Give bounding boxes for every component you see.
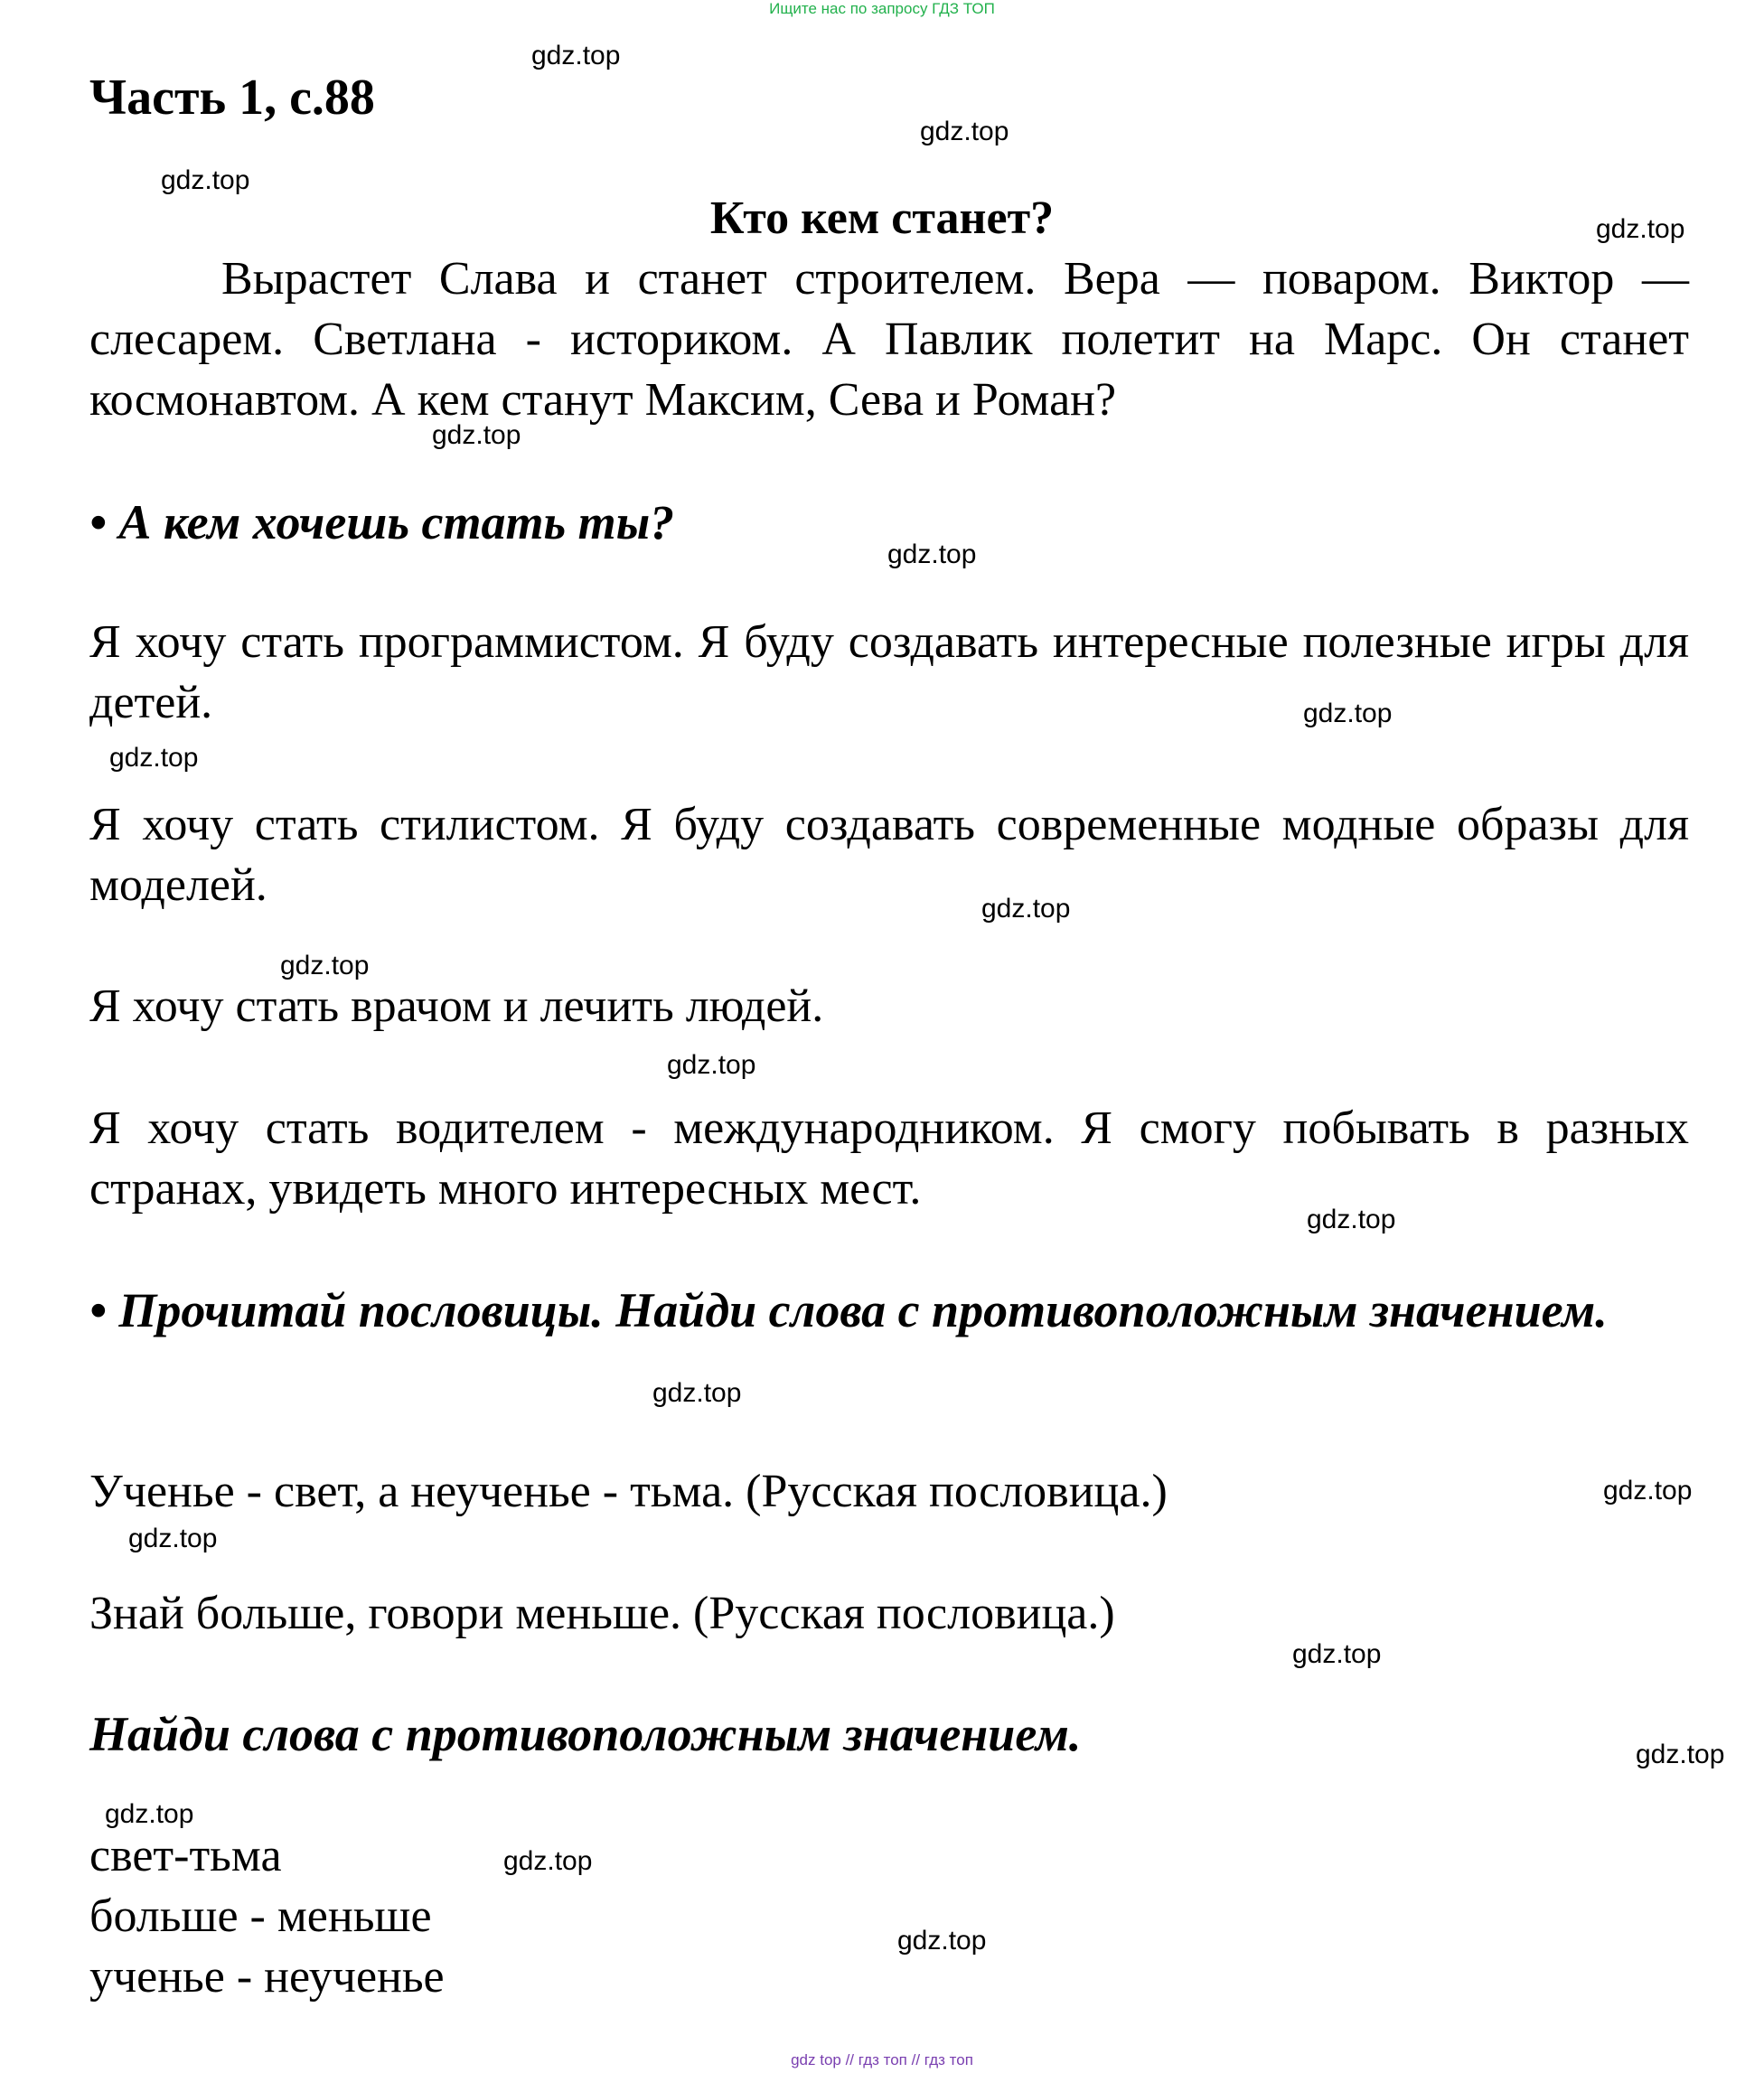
answer-paragraph: Я хочу стать водителем - международником. Я смогу побывать в разных странах, увидеть много интересных мест. <box>89 1102 1689 1215</box>
proverb: Знай больше, говори меньше. (Русская пословица.) <box>89 1588 1115 1639</box>
task-question: • Прочитай пословицы. Найди слова с противоположным значением. <box>89 1283 1608 1337</box>
answer-paragraph: Я хочу стать стилистом. Я буду создавать современные модные образы для моделей. <box>89 799 1689 911</box>
word-pair: свет-тьма <box>89 1830 282 1881</box>
watermark: gdz.top <box>1596 214 1685 244</box>
answer-paragraph: Я хочу стать программистом. Я буду создавать интересные полезные игры для детей. <box>89 616 1689 728</box>
watermark: gdz.top <box>161 165 250 195</box>
watermark: gdz.top <box>667 1050 756 1080</box>
word-pair: больше - меньше <box>89 1890 432 1942</box>
task-question: Найди слова с противоположным значением. <box>89 1707 1082 1761</box>
watermark: gdz.top <box>503 1846 593 1876</box>
story-text: Вырастет Слава и станет строителем. Вера — поваром. Виктор — слесарем. Светлана - историком. А Павлик полетит на Марс. Он станет космонавтом. А кем станут Максим, Сева и Роман? <box>89 253 1689 426</box>
word-pair: ученье - неученье <box>89 1951 445 2003</box>
watermark: gdz.top <box>1303 699 1393 728</box>
watermark: gdz.top <box>652 1378 742 1408</box>
watermark: gdz.top <box>432 420 521 450</box>
answer-paragraph: Я хочу стать врачом и лечить людей. <box>89 980 824 1032</box>
watermark: gdz.top <box>897 1926 987 1956</box>
top-banner: Ищите нас по запросу ГДЗ ТОП <box>769 0 995 17</box>
watermark: gdz.top <box>1292 1639 1382 1669</box>
watermark: gdz.top <box>981 894 1071 924</box>
watermark: gdz.top <box>128 1524 218 1553</box>
task-question: • А кем хочешь стать ты? <box>89 495 675 549</box>
watermark: gdz.top <box>920 117 1009 146</box>
watermark: gdz.top <box>1603 1476 1693 1506</box>
watermark: gdz.top <box>1307 1205 1396 1234</box>
watermark: gdz.top <box>531 41 621 70</box>
page-title: Часть 1, с.88 <box>89 70 375 126</box>
proverb: Ученье - свет, а неученье - тьма. (Русская пословица.) <box>89 1466 1168 1517</box>
watermark: gdz.top <box>280 951 370 980</box>
watermark: gdz.top <box>1636 1740 1725 1769</box>
watermark: gdz.top <box>887 539 977 569</box>
story-title: Кто кем станет? <box>709 192 1055 244</box>
bottom-banner: gdz top // гдз топ // гдз топ <box>791 2051 973 2068</box>
watermark: gdz.top <box>109 743 199 773</box>
watermark: gdz.top <box>105 1799 194 1829</box>
